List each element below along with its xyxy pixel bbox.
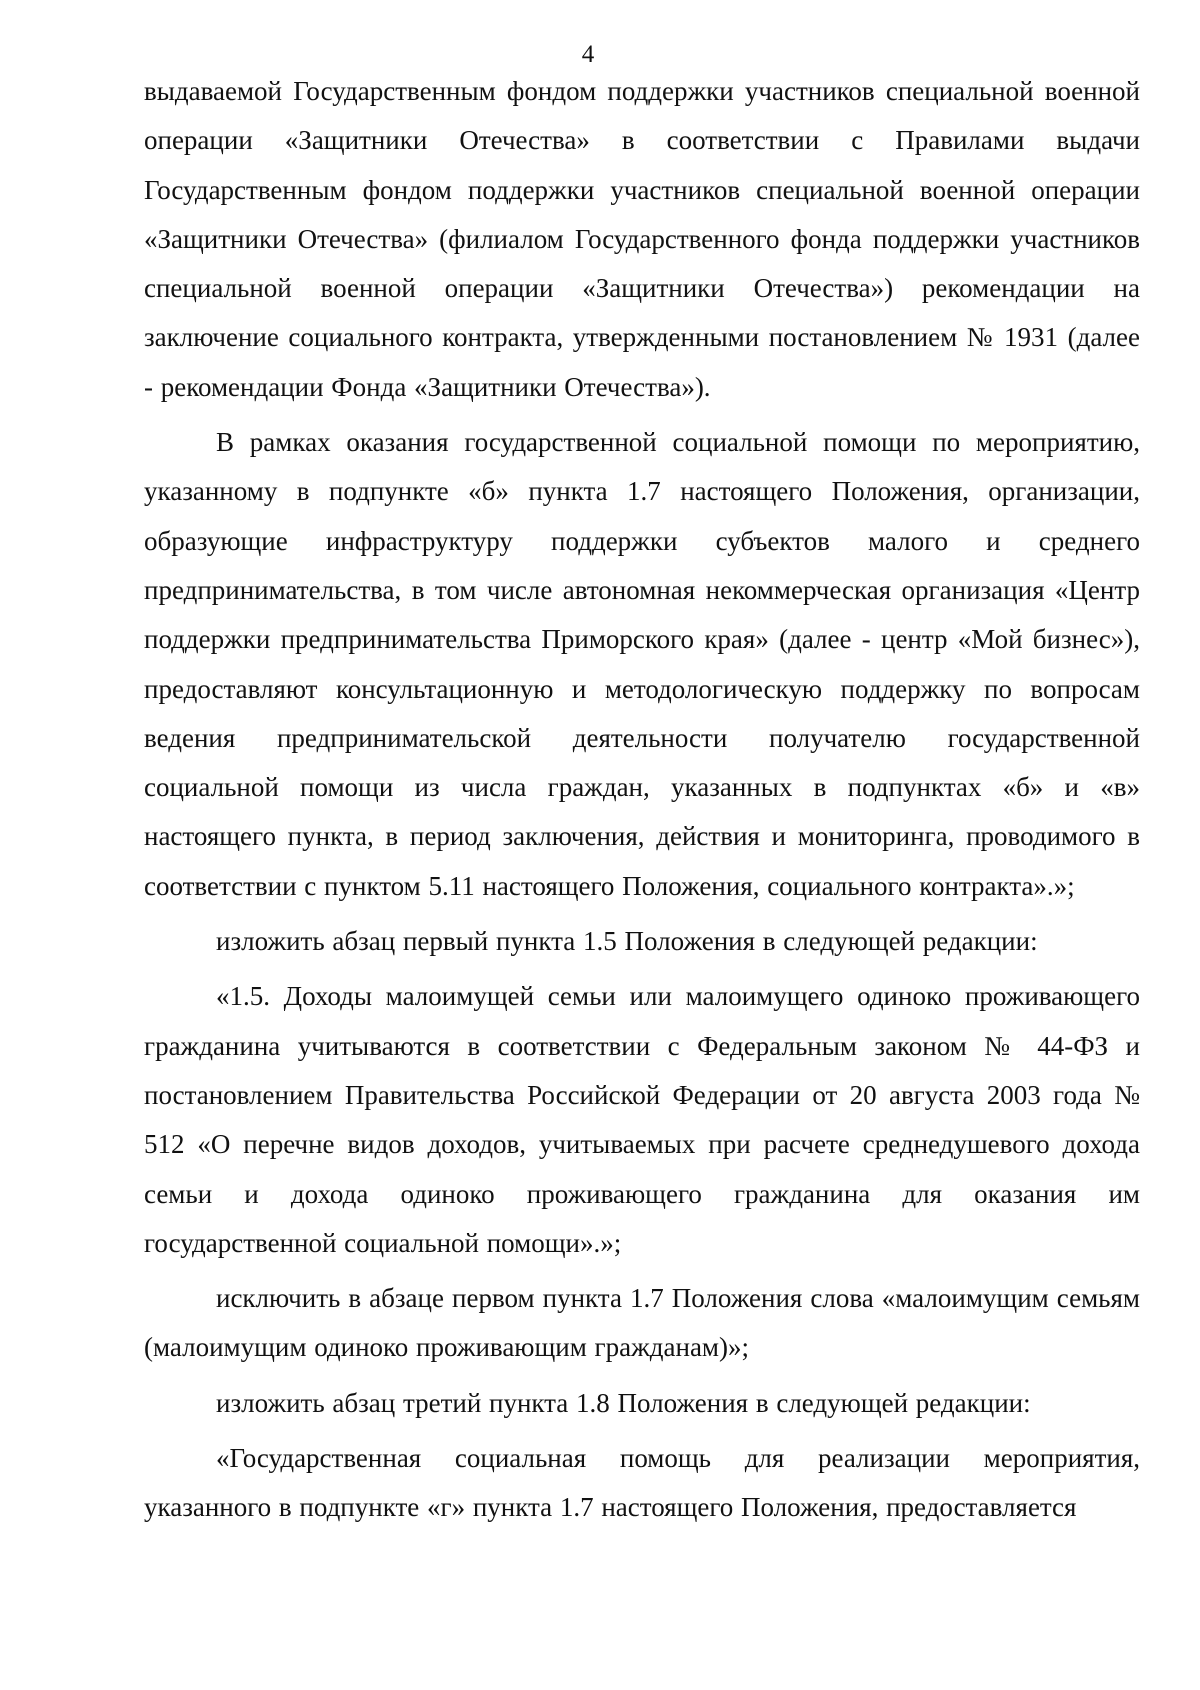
paragraph-clause-1-8: «Государственная социальная помощь для реализации мероприятия, указанного в подпункте «г» пункта 1.7 настоящего Положения, предоставляется bbox=[144, 1443, 1140, 1523]
paragraph-amend-1-8: изложить абзац третий пункта 1.8 Положения в следующей редакции: bbox=[216, 1387, 1031, 1418]
paragraph-clause-1-5: «1.5. Доходы малоимущей семьи или малоимущего одиноко проживающего гражданина учитываются в соответствии с Федеральным законом № 44-ФЗ и постановлением Правительства Российской Федерации от 20 августа 2003 года № 512 «О перечне видов доходов, учитываемых при расчете среднедушевого дохода семьи и дохода одиноко проживающего гражданина для оказания им государственной социальной помощи».»; bbox=[144, 981, 1140, 1258]
page-number: 4 bbox=[581, 41, 595, 68]
paragraph-amend-1-5: изложить абзац первый пункта 1.5 Положения в следующей редакции: bbox=[216, 926, 1038, 957]
paragraph-fund-recommendation: выдаваемой Государственным фондом поддержки участников специальной военной операции «Защитники Отечества» в соответствии с Правилами выдачи Государственным фондом поддержки участников специальной военной операции «Защитники Отечества» (филиалом Государственного фонда поддержки участников специальной военной операции «Защитники Отечества») рекомендации на заключение социального контракта, утвержденными постановлением № 1931 (далее - рекомендации Фонда «Защитники Отечества»). bbox=[144, 76, 1140, 402]
paragraph-business-support: В рамках оказания государственной социальной помощи по мероприятию, указанному в подпункте «б» пункта 1.7 настоящего Положения, организации, образующие инфраструктуру поддержки субъектов малого и среднего предпринимательства, в том числе автономная некоммерческая организация «Центр поддержки предпринимательства Приморского края» (далее - центр «Мой бизнес»), предоставляют консультационную и методологическую поддержку по вопросам ведения предпринимательской деятельности получателю государственной социальной помощи из числа граждан, указанных в подпунктах «б» и «в» настоящего пункта, в период заключения, действия и мониторинга, проводимого в соответствии с пунктом 5.11 настоящего Положения, социального контракта».»; bbox=[144, 427, 1140, 901]
paragraph-exclude-1-7: исключить в абзаце первом пункта 1.7 Положения слова «малоимущим семьям (малоимущим одиноко проживающим гражданам)»; bbox=[144, 1283, 1140, 1363]
document-body bbox=[144, 67, 1140, 1539]
